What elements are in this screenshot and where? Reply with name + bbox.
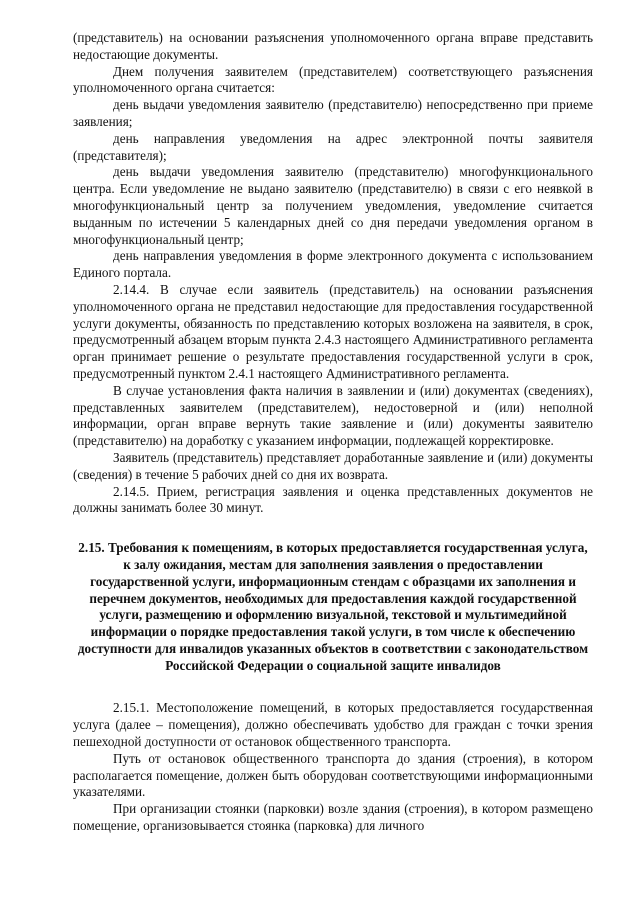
paragraph-item-direct: день выдачи уведомления заявителю (представителю) непосредственно при приеме заявления; — [73, 97, 593, 129]
paragraph-2-15-1: 2.15.1. Местоположение помещений, в которых предоставляется государственная услуга (далее – помещения), должно обеспечивать удобство для граждан с точки зрения пешеходной доступности от остановок общественного транспорта. — [73, 700, 593, 750]
section-heading-2-15: 2.15. Требования к помещениям, в которых предоставляется государственная услуга, к залу ожидания, местам для заполнения заявления о предоставлении государственной услуги, информационным стендам с образцами их заполнения и перечнем документов, необходимых для предоставления каждой государственной услуги, размещению и оформлению визуальной, текстовой и мультимедийной информации о порядке предоставления такой услуги, в том числе к обеспечению доступности для инвалидов указанных объектов в соответствии с законодательством Российской Федерации о социальной защите инвалидов — [77, 540, 589, 673]
paragraph-item-portal: день направления уведомления в форме электронного документа с использованием Единого портала. — [73, 248, 593, 281]
paragraph-item-mfc: день выдачи уведомления заявителю (представителю) многофункционального центра. Если уведомление не выдано заявителю (представителю) в связи с его неявкой в многофункциональный центр за получением уведомления, уведомление считается выданным по истечении 5 календарных дней со дня передачи уведомления органом в многофункциональный центр; — [73, 164, 593, 247]
paragraph-parking: При организации стоянки (парковки) возле здания (строения), в котором размещено помещение, организовывается стоянка (парковка) для личного — [73, 801, 593, 834]
paragraph-item-email: день направления уведомления на адрес электронной почты заявителя (представителя); — [73, 130, 593, 163]
paragraph-2-14-5: 2.14.5. Прием, регистрация заявления и оценка представленных документов не должны занимать более 30 минут. — [73, 483, 593, 516]
paragraph-receipt-date: Днем получения заявителем (представителем) соответствующего разъяснения уполномоченного органа считается: — [73, 63, 593, 96]
paragraph-continuation: (представитель) на основании разъяснения уполномоченного органа вправе представить недостающие документы. — [73, 30, 593, 62]
paragraph-return-documents: В случае установления факта наличия в заявлении и (или) документах (сведениях), представленных заявителем (представителем), недостоверной и (или) неполной информации, орган вправе вернуть такие заявление и (или) документы заявителю (представителю) на доработку с указанием информации, подлежащей корректировке. — [73, 382, 593, 449]
paragraph-resubmission: Заявитель (представитель) представляет доработанные заявление и (или) документы (сведения) в течение 5 рабочих дней со дня их возврата. — [73, 449, 593, 482]
paragraph-2-14-4: 2.14.4. В случае если заявитель (представитель) на основании разъяснения уполномоченного органа не представил недостающие для предоставления государственной услуги документы, обязанность по представлению которых возложена на заявителя, в срок, предусмотренный абзацем вторым пункта 2.4.3 настоящего Административного регламента орган принимает решение о результате предоставления государственной услуги в срок, предусмотренный пунктом 2.4.1 настоящего Административного регламента. — [73, 281, 593, 381]
paragraph-transport-path: Путь от остановок общественного транспорта до здания (строения), в котором располагается помещение, должен быть оборудован соответствующими информационными указателями. — [73, 750, 593, 800]
